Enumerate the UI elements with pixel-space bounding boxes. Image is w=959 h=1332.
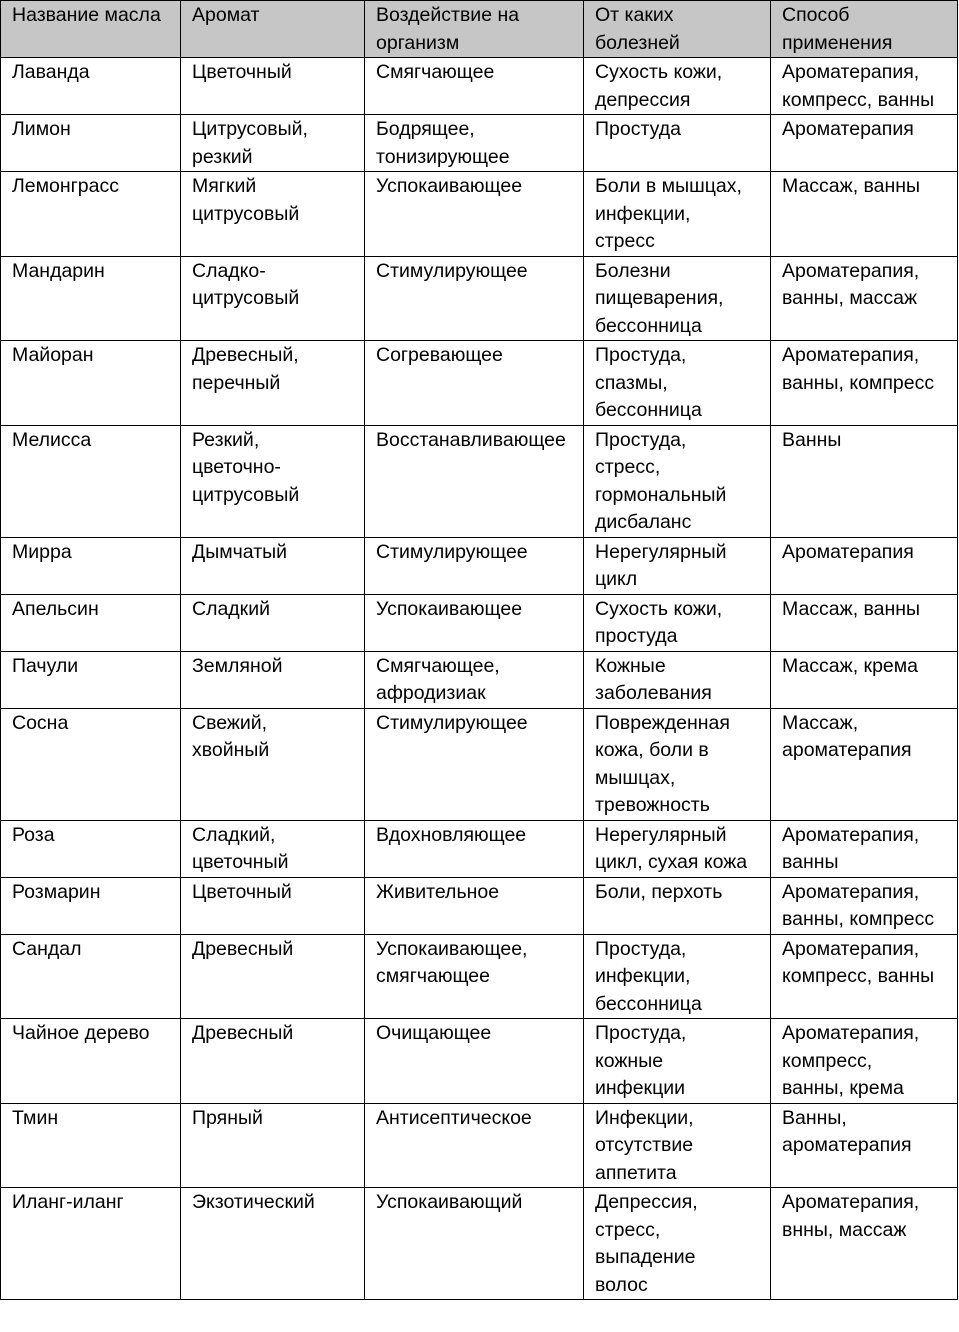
cell-text: Антисептическое [376,1106,532,1129]
cell-aroma [181,425,365,537]
cell-effect [365,425,584,537]
cell-text: Ванны, ароматерапия [782,1106,912,1156]
cell-diseases [584,1019,771,1104]
cell-oil-name [1,115,181,172]
table-row [1,594,958,651]
cell-diseases [584,256,771,341]
table-row [1,708,958,820]
cell-usage [771,1103,958,1188]
cell-diseases [584,341,771,426]
cell-text: Сладкий, цветочный [192,823,289,873]
cell-aroma [181,537,365,594]
cell-effect [365,1103,584,1188]
cell-text: Ванны [782,428,842,451]
cell-text: Иланг-иланг [12,1191,124,1213]
cell-oil-name [1,172,181,257]
cell-aroma [181,58,365,115]
cell-text: Стимулирующее [376,540,528,563]
cell-oil-name [1,934,181,1019]
table-row [1,537,958,594]
cell-diseases [584,1188,771,1300]
cell-oil-name [1,256,181,341]
cell-effect [365,651,584,708]
cell-text: Смягчающее [376,61,495,83]
cell-text: Тмин [12,1106,59,1129]
cell-text: Сухость кожи, депрессия [595,61,723,111]
cell-aroma [181,820,365,877]
cell-effect [365,708,584,820]
cell-text: Апельсин [12,597,99,620]
cell-text: Свежий, хвойный [192,711,270,761]
cell-text: Ароматерапия, ванны, компресс [782,880,935,930]
cell-effect [365,1188,584,1300]
cell-oil-name [1,1019,181,1104]
table-row [1,651,958,708]
cell-usage [771,256,958,341]
cell-text: Ароматерапия, компресс, ванны [782,61,935,111]
cell-text: Древесный, перечный [192,344,299,394]
cell-text: Мягкий цитрусовый [192,175,300,225]
header-usage [771,1,958,58]
header-label: Способ применения [782,4,893,54]
cell-text: Пряный [192,1106,263,1129]
cell-oil-name [1,651,181,708]
cell-aroma [181,172,365,257]
cell-text: Сладкий [192,597,270,620]
cell-text: Смягчающее, афродизиак [376,654,500,704]
cell-usage [771,172,958,257]
header-label: Воздействие на организм [376,4,520,54]
cell-diseases [584,537,771,594]
cell-aroma [181,256,365,341]
cell-text: Успокаивающий [376,1191,523,1213]
cell-text: Ароматерапия, ванны, массаж [782,259,920,309]
cell-oil-name [1,708,181,820]
cell-text: Массаж, крема [782,654,919,677]
table-row [1,1188,958,1300]
cell-text: Очищающее [376,1022,492,1044]
cell-usage [771,425,958,537]
table-row [1,425,958,537]
table-row [1,820,958,877]
cell-text: Массаж, ванны [782,597,921,620]
header-aroma [181,1,365,58]
cell-text: Майоран [12,344,94,366]
cell-text: Пачули [12,654,79,677]
cell-aroma [181,877,365,934]
cell-text: Сосна [12,711,69,734]
cell-text: Болезни пищеварения, бессонница [595,259,724,337]
cell-effect [365,172,584,257]
cell-text: Массаж, ароматерапия [782,711,912,761]
cell-text: Ароматерапия [782,540,914,563]
cell-diseases [584,934,771,1019]
cell-text: Успокаивающее, смягчающее [376,937,528,987]
cell-effect [365,1019,584,1104]
cell-diseases [584,1103,771,1188]
cell-oil-name [1,1103,181,1188]
cell-effect [365,537,584,594]
cell-oil-name [1,1188,181,1300]
cell-text: Восстанавливающее [376,428,566,451]
cell-text: Бодрящее, тонизирующее [376,118,510,168]
cell-oil-name [1,537,181,594]
table-row [1,58,958,115]
cell-text: Простуда [595,118,681,140]
cell-usage [771,594,958,651]
cell-usage [771,115,958,172]
cell-oil-name [1,877,181,934]
cell-text: Стимулирующее [376,711,528,734]
cell-text: Вдохновляющее [376,823,527,846]
cell-oil-name [1,341,181,426]
cell-text: Роза [12,823,55,846]
cell-diseases [584,651,771,708]
cell-usage [771,341,958,426]
cell-text: Массаж, ванны [782,175,921,197]
cell-aroma [181,1188,365,1300]
cell-diseases [584,58,771,115]
cell-text: Кожные заболевания [595,654,712,704]
table-header [1,1,958,58]
cell-oil-name [1,820,181,877]
cell-effect [365,256,584,341]
cell-usage [771,820,958,877]
cell-diseases [584,820,771,877]
cell-aroma [181,708,365,820]
table-row [1,256,958,341]
table-row [1,1019,958,1104]
cell-diseases [584,172,771,257]
cell-text: Древесный [192,937,294,960]
cell-text: Простуда, инфекции, бессонница [595,937,702,1015]
cell-text: Успокаивающее [376,597,523,620]
cell-text: Мирра [12,540,72,563]
cell-aroma [181,115,365,172]
cell-text: Земляной [192,654,283,677]
cell-text: Чайное дерево [12,1022,150,1044]
cell-effect [365,341,584,426]
cell-aroma [181,651,365,708]
cell-aroma [181,594,365,651]
header-row [1,1,958,58]
cell-text: Лемонграсс [12,175,119,197]
cell-usage [771,1019,958,1104]
cell-text: Сандал [12,937,82,960]
cell-text: Инфекции, отсутствие аппетита [595,1106,694,1184]
cell-effect [365,877,584,934]
cell-effect [365,820,584,877]
cell-text: Резкий, цветочно- цитрусовый [192,428,300,506]
cell-text: Согревающее [376,344,503,366]
cell-usage [771,708,958,820]
table-row [1,934,958,1019]
cell-text: Ароматерапия, ванны, компресс [782,344,935,394]
table-row [1,172,958,257]
cell-usage [771,58,958,115]
cell-effect [365,934,584,1019]
cell-diseases [584,594,771,651]
cell-text: Экзотический [192,1191,315,1213]
cell-aroma [181,934,365,1019]
cell-text: Боли, перхоть [595,880,723,903]
cell-text: Ароматерапия, компресс, ванны [782,937,935,987]
cell-text: Депрессия, стресс, выпадение волос [595,1191,698,1296]
header-effect [365,1,584,58]
cell-usage [771,877,958,934]
cell-text: Древесный [192,1022,294,1044]
cell-aroma [181,1103,365,1188]
cell-text: Нерегулярный цикл [595,540,727,590]
cell-text: Цветочный [192,880,292,903]
cell-text: Простуда, стресс, гормональный дисбаланс [595,428,727,533]
cell-text: Ароматерапия, ванны [782,823,920,873]
cell-text: Простуда, кожные инфекции [595,1022,687,1099]
table-body [1,58,958,1300]
cell-usage [771,934,958,1019]
cell-effect [365,594,584,651]
table-row [1,877,958,934]
table-row [1,341,958,426]
table-row [1,1103,958,1188]
cell-text: Сухость кожи, простуда [595,597,723,647]
cell-effect [365,58,584,115]
cell-text: Мандарин [12,259,105,282]
cell-text: Стимулирующее [376,259,528,282]
cell-diseases [584,877,771,934]
cell-text: Нерегулярный цикл, сухая кожа [595,823,748,873]
cell-oil-name [1,425,181,537]
cell-usage [771,1188,958,1300]
cell-usage [771,651,958,708]
cell-oil-name [1,594,181,651]
cell-text: Лаванда [12,61,90,83]
cell-text: Цветочный [192,61,292,83]
header-diseases [584,1,771,58]
cell-text: Розмарин [12,880,101,903]
cell-text: Ароматерапия [782,118,914,140]
header-label: Аромат [192,4,260,26]
cell-text: Ароматерапия, компресс, ванны, крема [782,1022,920,1099]
cell-oil-name [1,58,181,115]
cell-text: Цитрусовый, резкий [192,118,308,168]
cell-text: Живительное [376,880,500,903]
cell-diseases [584,708,771,820]
cell-aroma [181,341,365,426]
cell-text: Простуда, спазмы, бессонница [595,344,702,421]
cell-effect [365,115,584,172]
cell-usage [771,537,958,594]
cell-text: Сладко- цитрусовый [192,259,300,309]
cell-text: Боли в мышцах, инфекции, стресс [595,175,742,252]
cell-text: Ароматерапия, внны, массаж [782,1191,920,1241]
cell-text: Поврежденная кожа, боли в мышцах, тревожность [595,711,730,816]
cell-text: Дымчатый [192,540,288,563]
cell-aroma [181,1019,365,1104]
header-label: От каких болезней [595,4,680,54]
header-label: Название масла [12,4,161,26]
cell-text: Лимон [12,118,71,140]
cell-diseases [584,425,771,537]
cell-text: Успокаивающее [376,175,523,197]
cell-diseases [584,115,771,172]
table-row [1,115,958,172]
header-oil-name [1,1,181,58]
cell-text: Мелисса [12,428,92,451]
